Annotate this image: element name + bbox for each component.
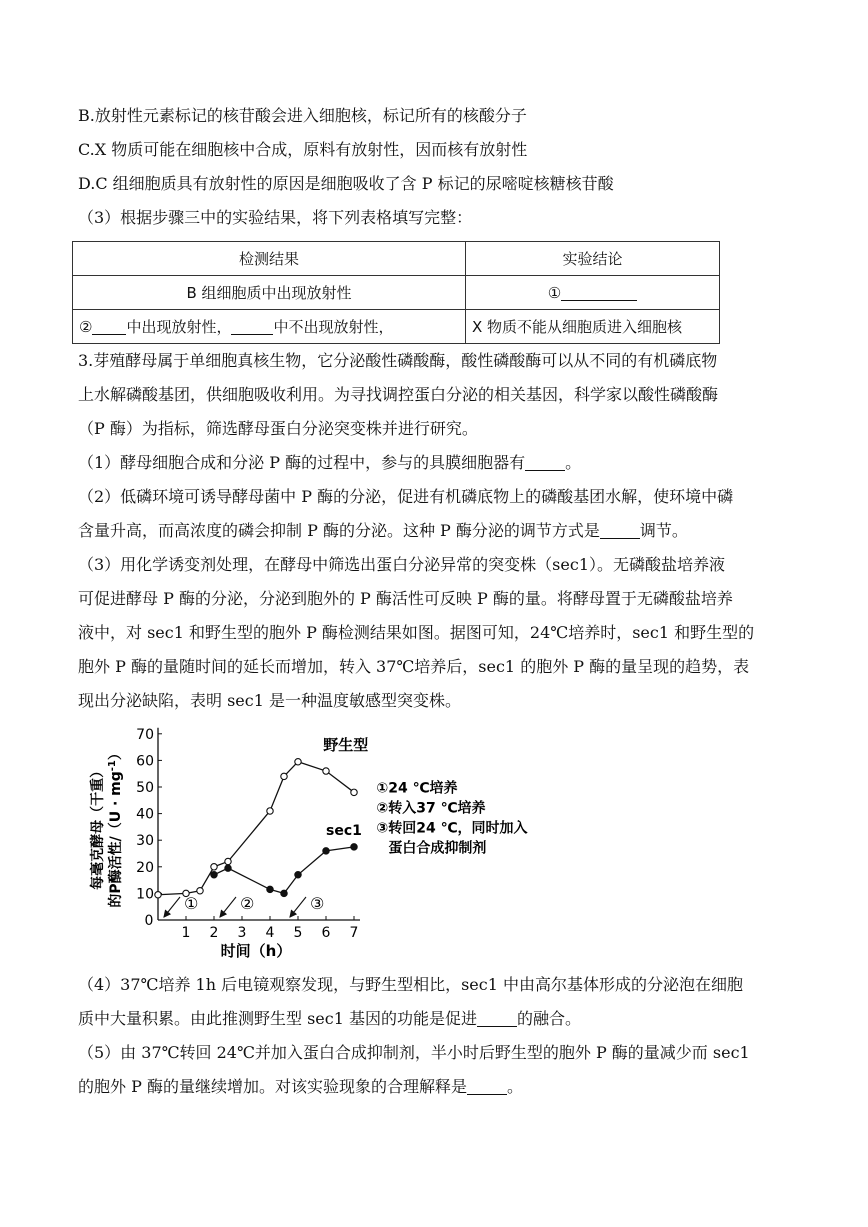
sub-question-5: 的胞外 P 酶的量继续增加。对该实验现象的合理解释是 。 [78, 1077, 523, 1096]
answer-blank[interactable] [231, 318, 273, 335]
y-axis-label-main: 的P酶活性/（U · mg [108, 771, 124, 908]
table-cell: X 物质不能从细胞质进入细胞核 [466, 310, 720, 344]
answer-blank[interactable] [600, 522, 640, 539]
data-point [155, 892, 161, 898]
y-tick-label: 10 [136, 886, 154, 903]
data-point [211, 872, 217, 878]
sub-question-1: （1）酵母细胞合成和分泌 P 酶的过程中，参与的具膜细胞器有 。 [78, 453, 582, 472]
option-b: B.放射性元素标记的核苷酸会进入细胞核，标记所有的核酸分子 [78, 106, 527, 125]
data-point [197, 888, 203, 894]
stage-arrow [164, 897, 180, 917]
x-tick-label: 6 [321, 925, 331, 941]
option-c: C.X 物质可能在细胞核中合成，原料有放射性，因而核有放射性 [78, 140, 528, 159]
question-3-line: （P 酶）为指标，筛选酵母蛋白分泌突变株并进行研究。 [78, 419, 478, 438]
x-tick-label: 2 [209, 925, 219, 941]
data-point [281, 773, 287, 779]
sub-question-3: 现出分泌缺陷，表明 sec1 是一种温度敏感型突变株。 [78, 691, 461, 710]
answer-blank[interactable] [477, 1010, 517, 1027]
data-point [225, 865, 231, 871]
data-point [281, 890, 287, 896]
y-tick-label: 30 [136, 833, 154, 850]
x-tick-label: 5 [293, 925, 303, 941]
data-point [267, 808, 273, 814]
x-tick-label: 0 [144, 913, 154, 929]
table-cell: B 组细胞质中出现放射性 [73, 276, 466, 310]
stage-marker: ② [240, 894, 255, 913]
legend-entry: 蛋白合成抑制剂 [388, 840, 487, 857]
table-text: 中出现放射性， [126, 318, 232, 336]
sub-question-2: 含量升高，而高浓度的磷会抑制 P 酶的分泌。这种 P 酶分泌的调节方式是 调节。 [78, 521, 688, 540]
sub-question-3: 可促进酵母 P 酶的分泌，分泌到胞外的 P 酶活性可反映 P 酶的量。将酵母置于无磷酸盐培养 [78, 589, 733, 608]
sub-question-4: （4）37℃培养 1h 后电镜观察发现，与野生型相比，sec1 中由高尔基体形成的分泌泡在细胞 [78, 975, 744, 994]
stage-arrow [290, 897, 306, 917]
data-point [267, 886, 273, 892]
stage-marker: ① [184, 894, 199, 913]
y-tick-label: 40 [136, 806, 154, 823]
answer-blank[interactable] [561, 284, 637, 301]
y-tick-label: 20 [136, 859, 154, 876]
data-point [225, 858, 231, 864]
data-point [323, 768, 329, 774]
y-axis-label-1: 每毫克酵母（干重） [90, 763, 106, 890]
chart-axes [89, 727, 360, 960]
y-tick-label: 60 [136, 753, 154, 770]
legend-entry: ③转回24 ℃，同时加入 [376, 820, 528, 837]
y-axis-label-end: ） [108, 746, 124, 761]
sub-question-2: （2）低磷环境可诱导酵母菌中 P 酶的分泌，促进有机磷底物上的磷酸基团水解，使环境中磷 [78, 487, 734, 506]
table-text: 中不出现放射性， [273, 318, 394, 336]
sub-question-3: 胞外 P 酶的量随时间的延长而增加，转入 37℃培养后，sec1 的胞外 P 酶的量呈现的趋势，表 [78, 657, 750, 676]
y-tick-label: 70 [136, 726, 154, 743]
circled-number: ② [79, 318, 93, 336]
data-point [351, 789, 357, 795]
x-tick-label: 4 [265, 925, 275, 941]
question-3-line: 3.芽殖酵母属于单细胞真核生物，它分泌酸性磷酸酶，酸性磷酸酶可以从不同的有机磷底物 [78, 351, 718, 370]
x-axis-label: 时间（h） [220, 942, 292, 960]
answer-blank[interactable] [467, 1078, 507, 1095]
y-axis-label-sup: -1 [107, 760, 118, 772]
result-table [72, 241, 720, 344]
legend-entry: ①24 ℃培养 [376, 780, 458, 797]
table-header-result: 检测结果 [73, 242, 466, 276]
option-d: D.C 组细胞质具有放射性的原因是细胞吸收了含 P 标记的尿嘧啶核糖核苷酸 [78, 174, 614, 193]
y-axis-label-2 [107, 746, 124, 908]
x-tick-label: 3 [237, 925, 247, 941]
table-cell [466, 276, 720, 310]
series-label-sec1: sec1 [326, 822, 362, 839]
answer-blank[interactable] [525, 454, 565, 471]
y-tick-label: 50 [136, 780, 154, 796]
data-point [323, 848, 329, 854]
sub-question-3: 液中，对 sec1 和野生型的胞外 P 酶检测结果如图。据图可知，24℃培养时，sec1 和野生型的 [78, 623, 755, 642]
table-header-conclusion: 实验结论 [466, 242, 720, 276]
circled-number: ① [547, 283, 562, 302]
data-point [351, 844, 357, 850]
question-3-line: 上水解磷酸基团，供细胞吸收利用。为寻找调控蛋白分泌的相关基因，科学家以酸性磷酸酶 [78, 385, 719, 404]
stage-arrow [220, 897, 236, 917]
table-row [73, 276, 720, 310]
data-point [295, 759, 301, 765]
chart-labels [164, 736, 528, 917]
x-tick-label: 7 [349, 925, 359, 941]
table-cell [73, 310, 466, 344]
legend-entry: ②转入37 ℃培养 [376, 800, 486, 817]
answer-blank[interactable] [92, 318, 126, 335]
sub-question-5: （5）由 37℃转回 24℃并加入蛋白合成抑制剂，半小时后野生型的胞外 P 酶的量减少而 sec1 [78, 1043, 750, 1062]
stage-marker: ③ [310, 894, 325, 913]
p-enzyme-chart [84, 720, 564, 970]
table-row [73, 310, 720, 344]
series-label-wild: 野生型 [323, 735, 369, 754]
data-point [295, 872, 301, 878]
x-tick-label: 1 [181, 925, 191, 941]
sub-question-4: 质中大量积累。由此推测野生型 sec1 基因的功能是促进 的融合。 [78, 1009, 582, 1028]
table-row [73, 242, 720, 276]
sub-question-3: （3）用化学诱变剂处理，在酵母中筛选出蛋白分泌异常的突变株（sec1）。无磷酸盐培养液 [78, 555, 726, 574]
series-line-0 [158, 762, 354, 895]
sub-question-3: （3）根据步骤三中的实验结果，将下列表格填写完整： [78, 208, 473, 227]
data-point [211, 864, 217, 870]
